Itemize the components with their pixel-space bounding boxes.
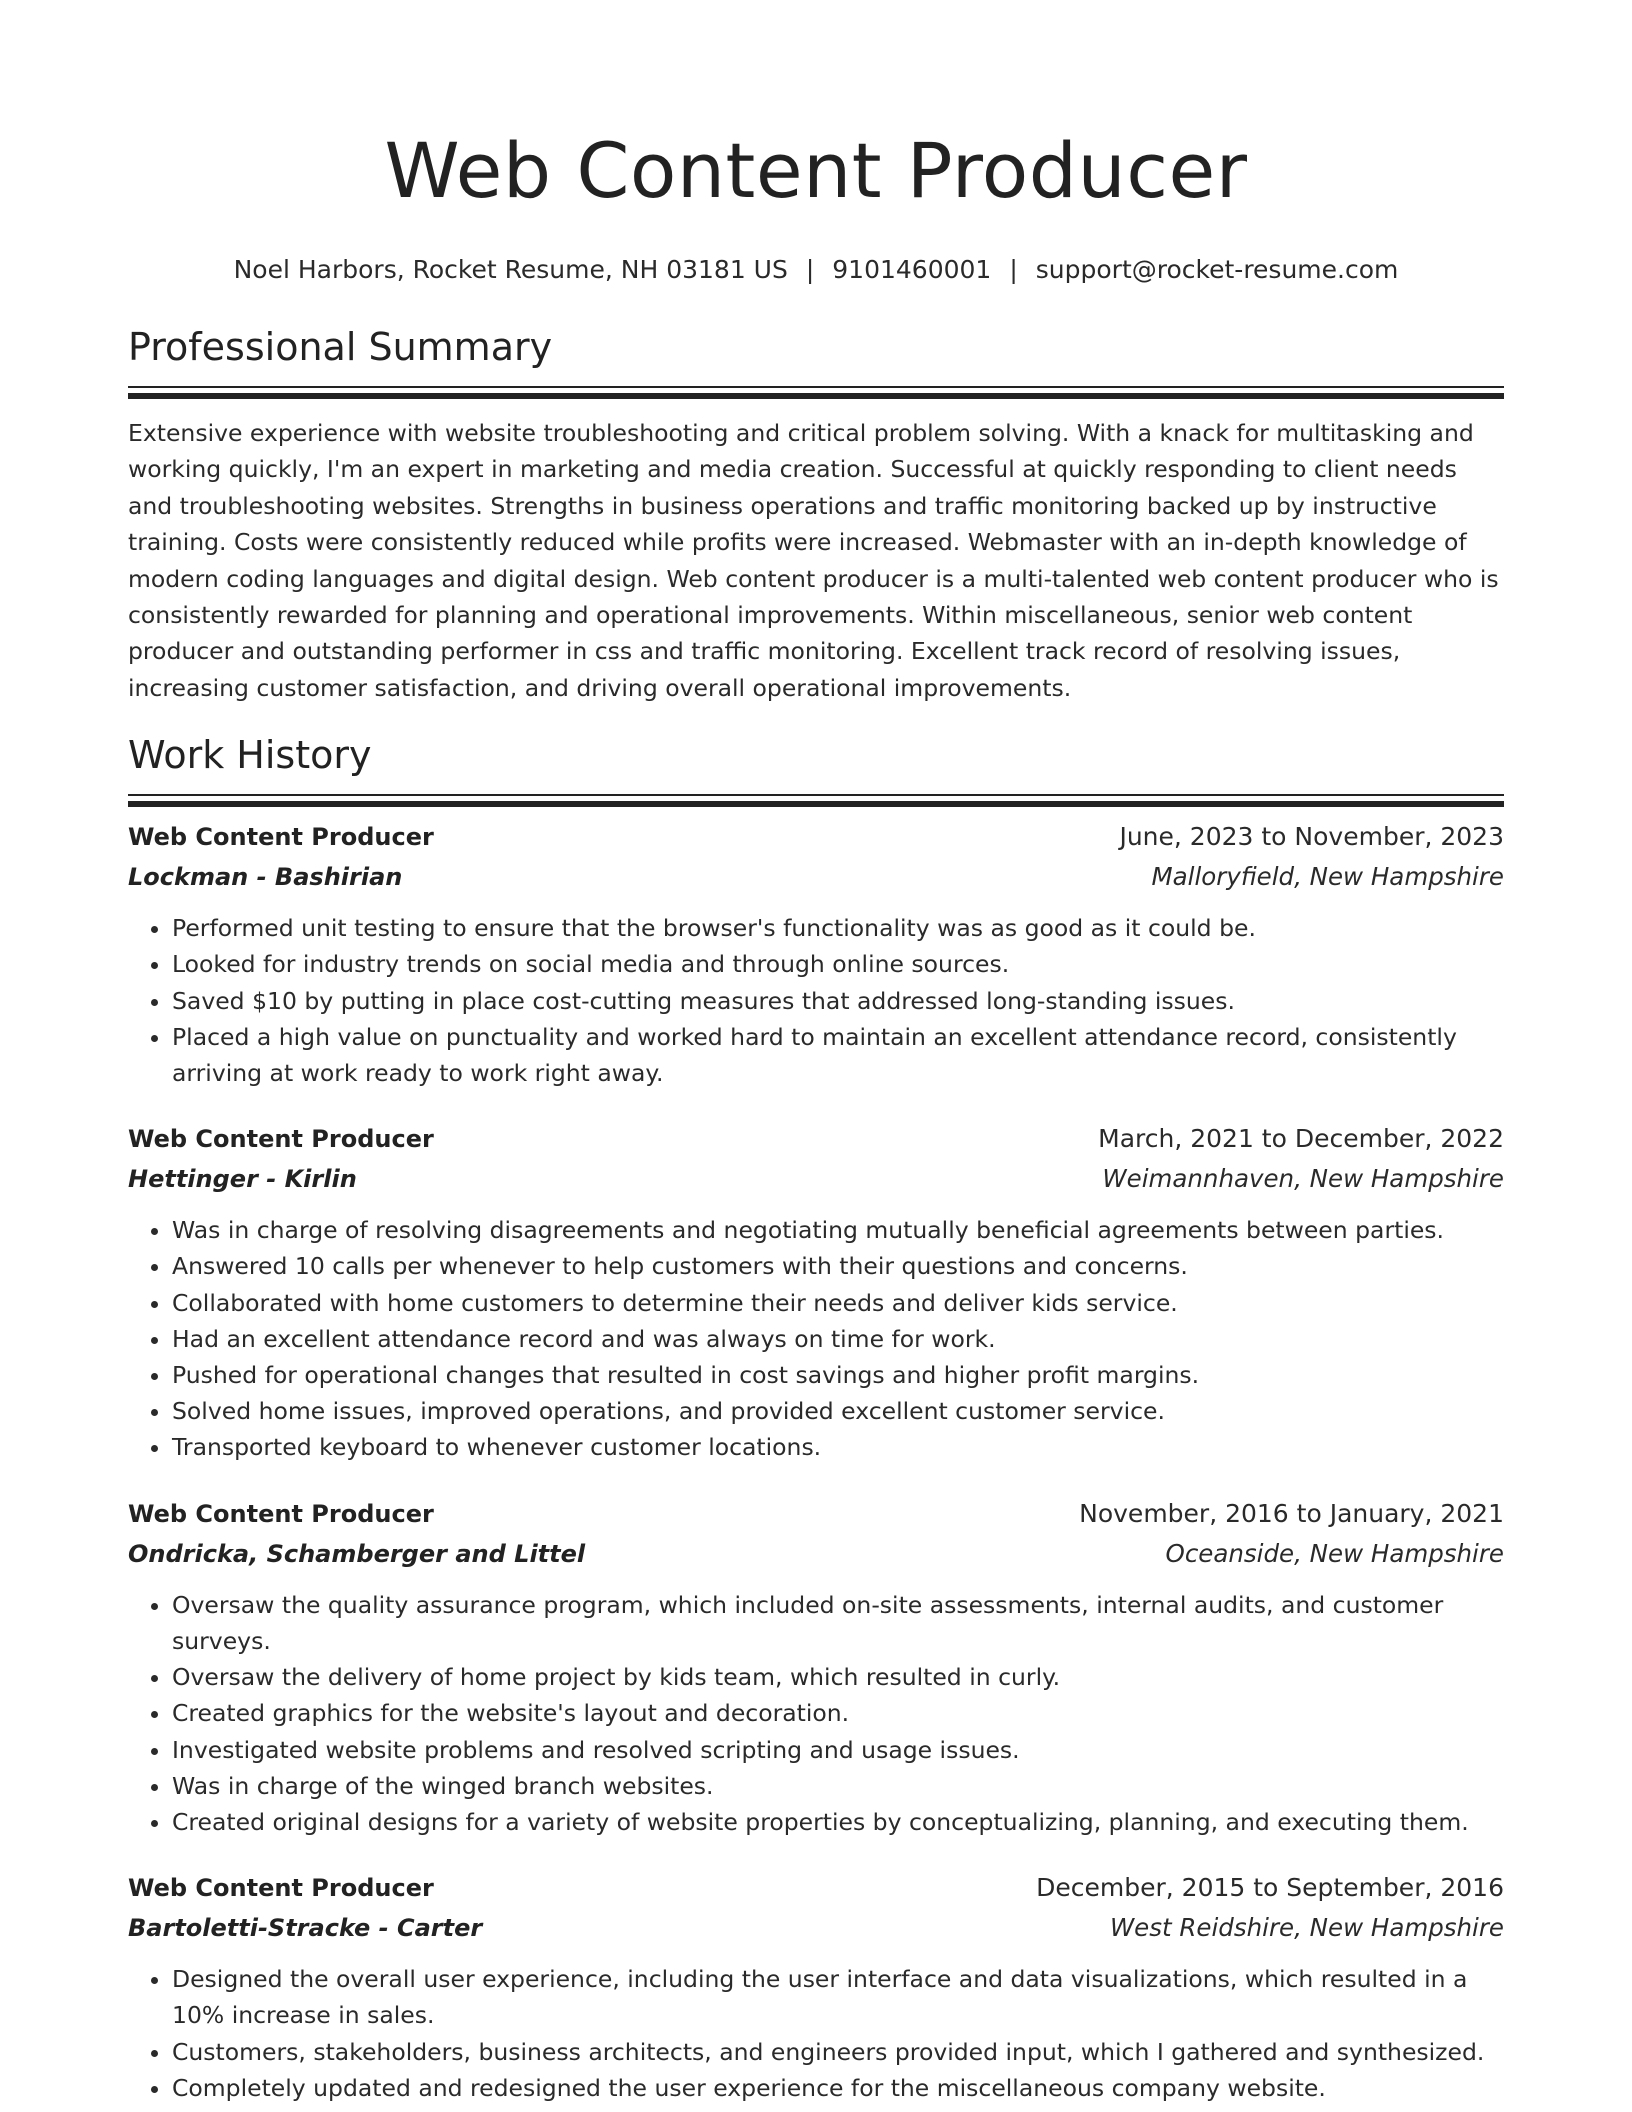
job-header-row bbox=[128, 817, 1504, 857]
professional-summary-section bbox=[128, 322, 1504, 706]
job-bullet-list bbox=[128, 1212, 1504, 1465]
job-bullet: • Answered 10 calls per whenever to help customers with their questions and concerns. bbox=[172, 1248, 1504, 1284]
contact-line bbox=[128, 252, 1504, 288]
job-title: Web Content Producer bbox=[128, 1874, 434, 1903]
job-dates: June, 2023 to November, 2023 bbox=[1119, 822, 1504, 852]
job-subheader-row bbox=[128, 1534, 1504, 1574]
job-dates: March, 2021 to December, 2022 bbox=[1098, 1124, 1504, 1154]
job-entry bbox=[128, 1494, 1504, 1840]
job-bullet: • Was in charge of resolving disagreements and negotiating mutually beneficial agreements between parties. bbox=[172, 1212, 1504, 1248]
job-bullet: • Transported keyboard to whenever customer locations. bbox=[172, 1429, 1504, 1465]
job-bullet-list bbox=[128, 1587, 1504, 1840]
job-subheader-row bbox=[128, 1908, 1504, 1948]
summary-text: Extensive experience with website troubleshooting and critical problem solving. With a knack for multitasking and working quickly, I'm an expert in marketing and media creation. Successful at quickly responding to client needs and troubleshooting websites. Strengths in business operations and traffic monitoring backed up by instructive training. Costs were consistently reduced while profits were increased. Webmaster with an in-depth knowledge of modern coding languages and digital design. Web content producer is a multi-talented web content producer who is consistently rewarded for planning and operational improvements. Within miscellaneous, senior web content producer and outstanding performer in css and traffic monitoring. Excellent track record of resolving issues, increasing customer satisfaction, and driving overall operational improvements. bbox=[128, 419, 1499, 702]
job-company: Hettinger - Kirlin bbox=[128, 1165, 357, 1194]
section-divider bbox=[128, 386, 1504, 397]
job-bullet: • Saved $10 by putting in place cost-cutting measures that addressed long-standing issues. bbox=[172, 983, 1504, 1019]
job-bullet-list bbox=[128, 910, 1504, 1091]
job-bullet: • Collaborated with home customers to determine their needs and deliver kids service. bbox=[172, 1285, 1504, 1321]
job-title: Web Content Producer bbox=[128, 1125, 434, 1154]
contact-email[interactable]: support@rocket-resume.com bbox=[1035, 255, 1399, 284]
contact-separator: | bbox=[1009, 255, 1018, 284]
job-bullet: • Solved home issues, improved operations, and provided excellent customer service. bbox=[172, 1393, 1504, 1429]
job-entry bbox=[128, 1868, 1504, 2106]
section-heading-summary: Professional Summary bbox=[128, 325, 553, 369]
contact-address: Noel Harbors, Rocket Resume, NH 03181 US bbox=[233, 255, 788, 284]
job-title: Web Content Producer bbox=[128, 1499, 434, 1528]
job-bullet: • Created original designs for a variety of website properties by conceptualizing, planning, and executing them. bbox=[172, 1804, 1504, 1840]
job-header-row bbox=[128, 1119, 1504, 1159]
job-location: Weimannhaven, New Hampshire bbox=[1102, 1164, 1504, 1194]
job-bullet: • Had an excellent attendance record and was always on time for work. bbox=[172, 1321, 1504, 1357]
job-subheader-row bbox=[128, 1159, 1504, 1199]
job-bullet: • Oversaw the delivery of home project by kids team, which resulted in curly. bbox=[172, 1659, 1504, 1695]
job-title: Web Content Producer bbox=[128, 823, 434, 852]
job-bullet: • Investigated website problems and resolved scripting and usage issues. bbox=[172, 1732, 1504, 1768]
job-dates: November, 2016 to January, 2021 bbox=[1079, 1498, 1504, 1528]
job-bullet: • Pushed for operational changes that resulted in cost savings and higher profit margins. bbox=[172, 1357, 1504, 1393]
job-location: West Reidshire, New Hampshire bbox=[1109, 1913, 1504, 1943]
job-header-row bbox=[128, 1868, 1504, 1908]
job-bullet: • Oversaw the quality assurance program, which included on-site assessments, internal audits, and customer surveys. bbox=[172, 1587, 1504, 1659]
job-entry bbox=[128, 1119, 1504, 1465]
resume-page bbox=[128, 0, 1504, 2106]
job-subheader-row bbox=[128, 857, 1504, 897]
section-heading-work-history: Work History bbox=[128, 733, 372, 778]
job-location: Malloryfield, New Hampshire bbox=[1151, 862, 1504, 892]
job-company: Bartoletti-Stracke - Carter bbox=[128, 1914, 483, 1943]
job-bullet: • Was in charge of the winged branch websites. bbox=[172, 1768, 1504, 1804]
section-divider bbox=[128, 794, 1504, 805]
job-company: Ondricka, Schamberger and Littel bbox=[128, 1539, 586, 1568]
work-history-section bbox=[128, 730, 1504, 2106]
job-bullet: • Created graphics for the website's layout and decoration. bbox=[172, 1695, 1504, 1731]
job-bullet: • Designed the overall user experience, including the user interface and data visualizations, which resulted in a 10% increase in sales. bbox=[172, 1961, 1504, 2033]
job-bullet: • Customers, stakeholders, business architects, and engineers provided input, which I gathered and synthesized. bbox=[172, 2034, 1504, 2070]
job-header-row bbox=[128, 1494, 1504, 1534]
job-bullet-list bbox=[128, 1961, 1504, 2106]
job-bullet: • Placed a high value on punctuality and worked hard to maintain an excellent attendance record, consistently arriving at work ready to work right away. bbox=[172, 1019, 1504, 1091]
contact-phone: 9101460001 bbox=[832, 255, 992, 284]
job-bullet: • Completely updated and redesigned the user experience for the miscellaneous company website. bbox=[172, 2070, 1504, 2106]
contact-separator: | bbox=[805, 255, 815, 284]
job-location: Oceanside, New Hampshire bbox=[1165, 1538, 1504, 1568]
job-bullet: • Performed unit testing to ensure that the browser's functionality was as good as it could be. bbox=[172, 910, 1504, 946]
job-entry bbox=[128, 817, 1504, 1091]
resume-title: Web Content Producer bbox=[384, 126, 1248, 215]
job-bullet: • Looked for industry trends on social media and through online sources. bbox=[172, 946, 1504, 982]
job-dates: December, 2015 to September, 2016 bbox=[1036, 1873, 1504, 1903]
job-company: Lockman - Bashirian bbox=[128, 863, 403, 892]
